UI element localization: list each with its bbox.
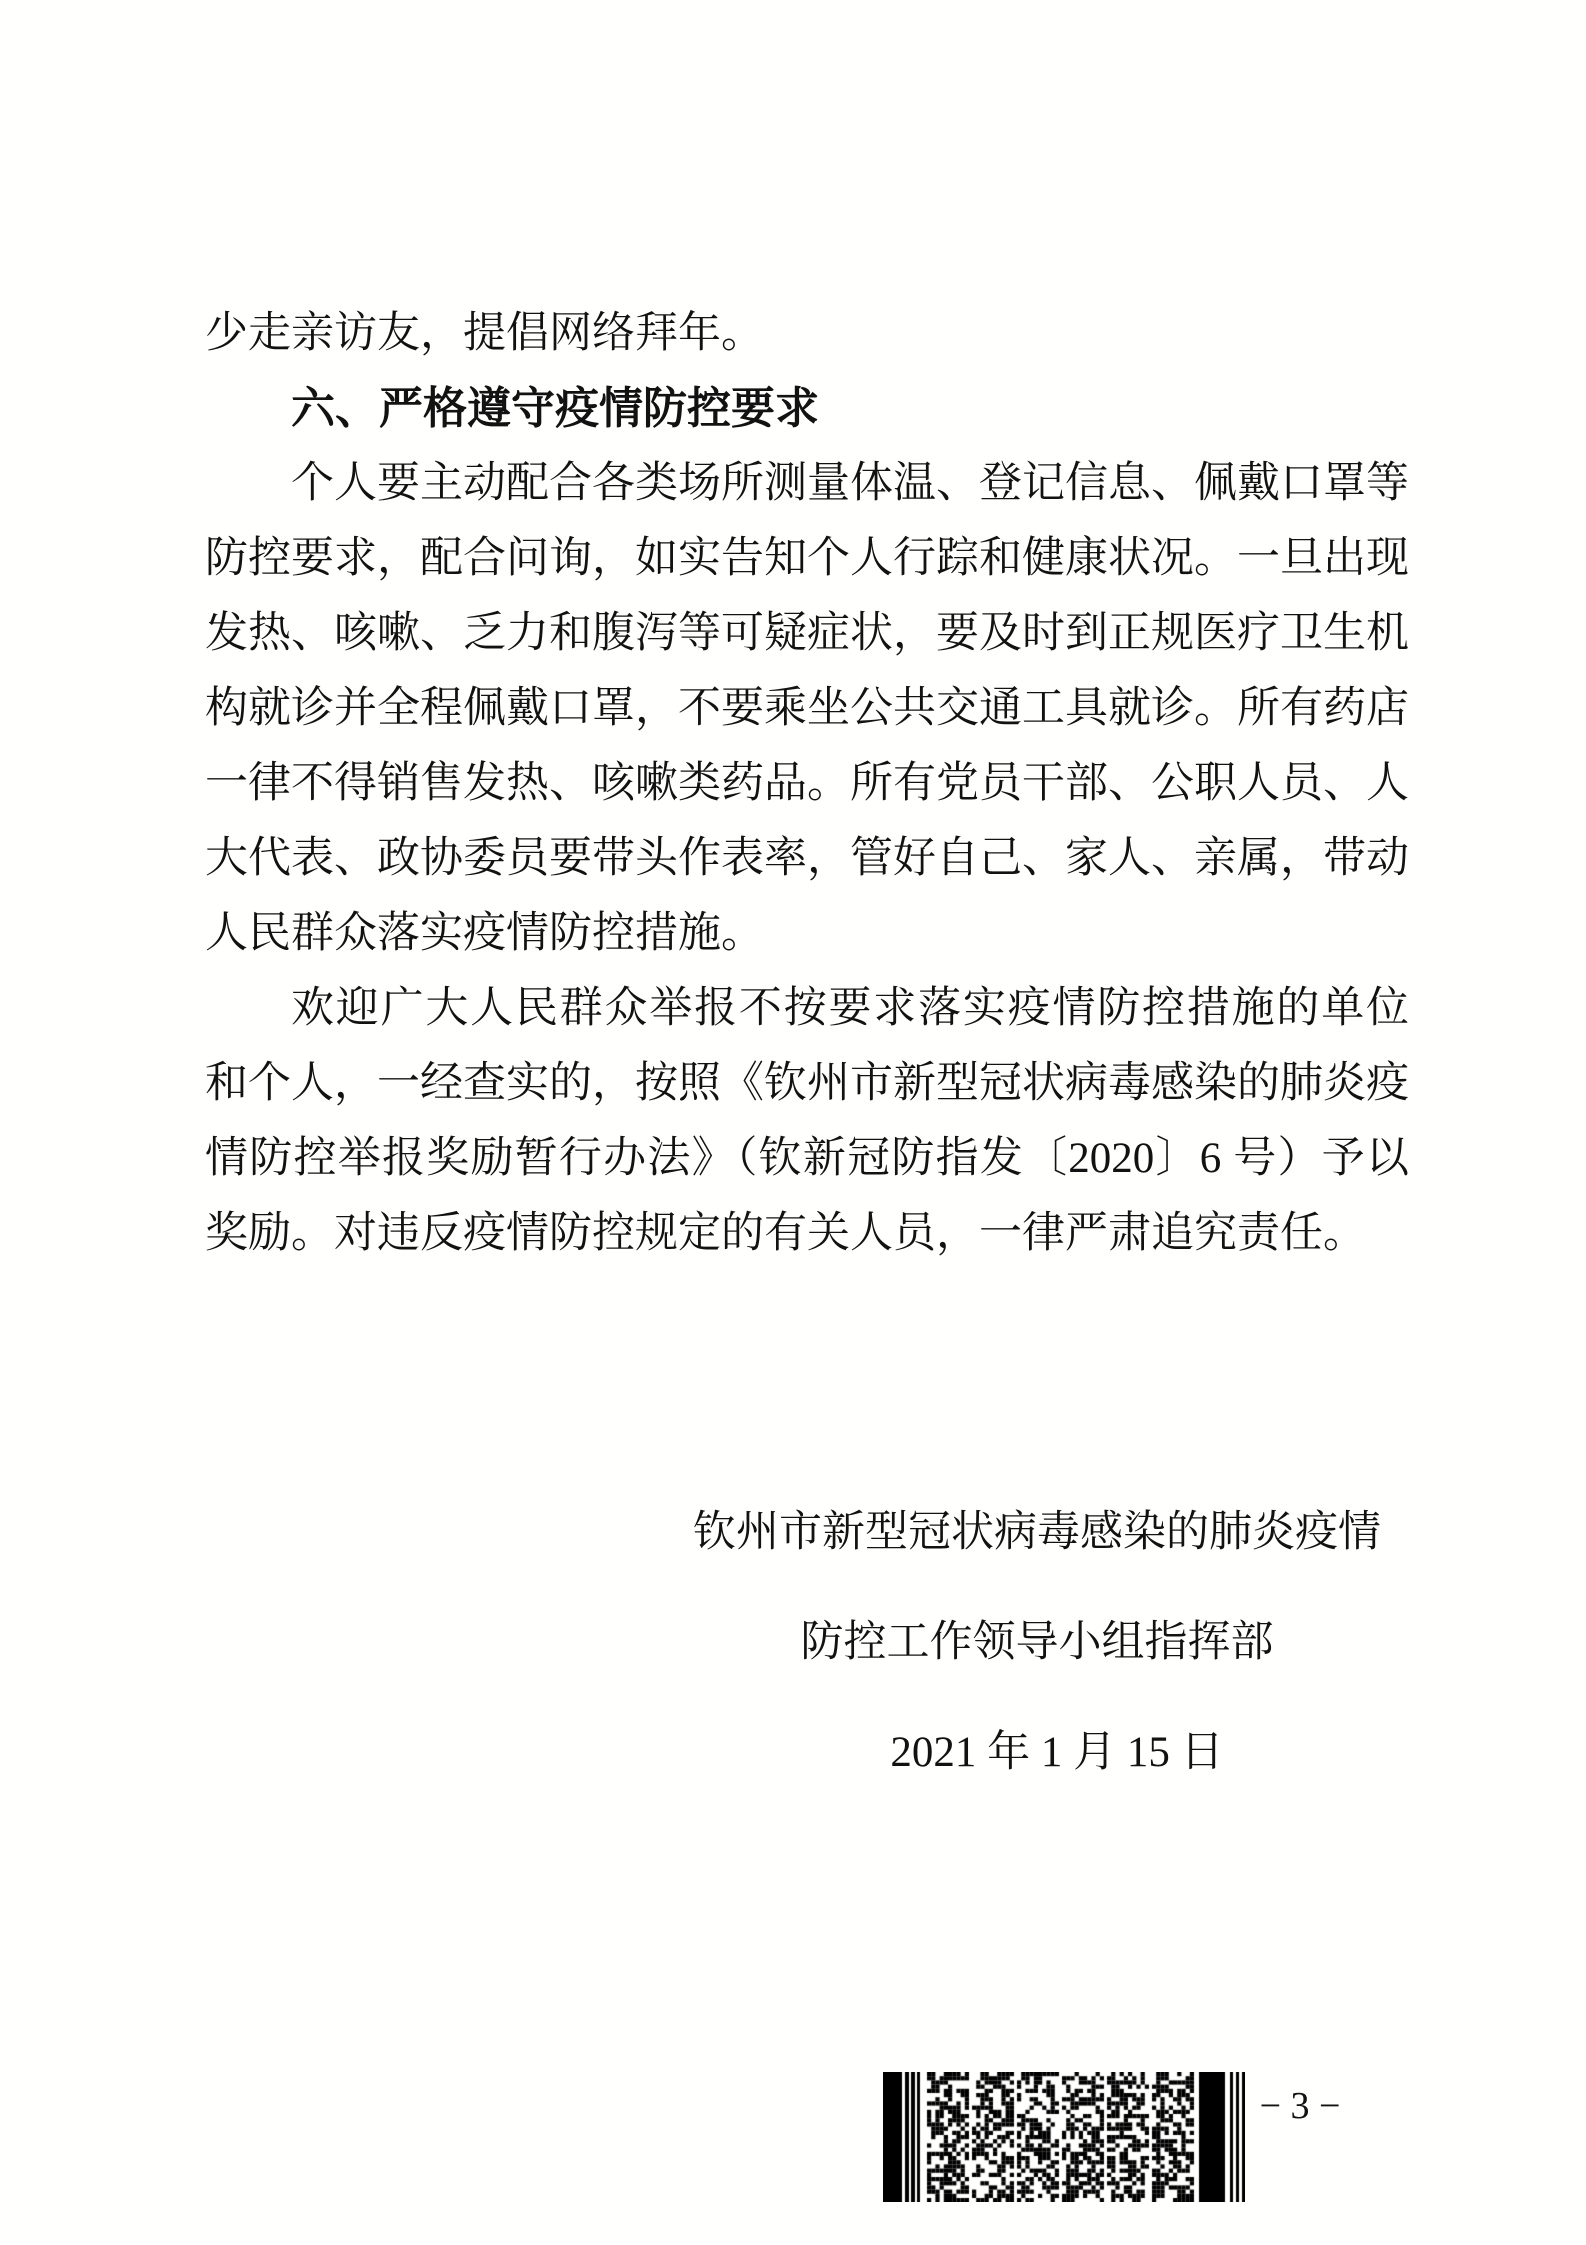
body-line: 情防控举报奖励暂行办法》（钦新冠防指发〔2020〕6 号）予以: [205, 1135, 1409, 1182]
body-line: 发热、咳嗽、乏力和腹泻等可疑症状，要及时到正规医疗卫生机: [205, 610, 1409, 657]
signature-date: 2021 年 1 月 15 日: [890, 1729, 1224, 1776]
section-heading: 六、严格遵守疫情防控要求: [291, 384, 819, 433]
paragraph-1: [205, 446, 1409, 971]
paragraph-2: [205, 971, 1409, 1271]
body-line: 人民群众落实疫情防控措施。: [205, 910, 764, 957]
body-line: 构就诊并全程佩戴口罩，不要乘坐公共交通工具就诊。所有药店: [205, 685, 1409, 732]
signature-org-line-1: 钦州市新型冠状病毒感染的肺炎疫情: [693, 1509, 1381, 1556]
page-number: − 3 −: [1259, 2085, 1341, 2127]
intro-line: 少走亲访友，提倡网络拜年。: [205, 310, 764, 357]
body-line: 奖励。对违反疫情防控规定的有关人员，一律严肃追究责任。: [205, 1210, 1366, 1257]
body-line: 防控要求，配合问询，如实告知个人行踪和健康状况。一旦出现: [205, 535, 1409, 582]
body-line: 大代表、政协委员要带头作表率，管好自己、家人、亲属，带动: [205, 835, 1409, 882]
body-line: 个人要主动配合各类场所测量体温、登记信息、佩戴口罩等: [291, 460, 1409, 507]
body-line: 和个人，一经查实的，按照《钦州市新型冠状病毒感染的肺炎疫: [205, 1060, 1409, 1107]
signature-org-line-2: 防控工作领导小组指挥部: [800, 1619, 1274, 1666]
body-line: 欢迎广大人民群众举报不按要求落实疫情防控措施的单位: [291, 985, 1409, 1032]
barcode-image: [883, 2072, 1245, 2202]
signature-block: [693, 1478, 1381, 1808]
body-line: 一律不得销售发热、咳嗽类药品。所有党员干部、公职人员、人: [205, 760, 1409, 807]
